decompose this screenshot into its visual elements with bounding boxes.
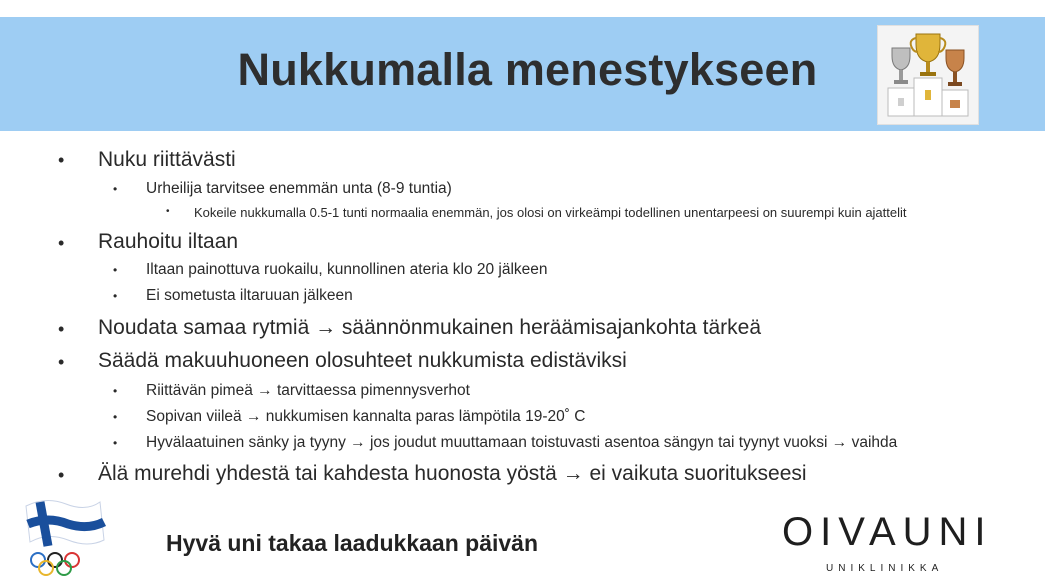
bullet-dot: • (113, 436, 118, 450)
bullet-level2: Sopivan viileä → nukkumisen kannalta paras lämpötila 19-20˚ C (146, 408, 586, 425)
bullet-level2: Iltaan painottuva ruokailu, kunnollinen ateria klo 20 jälkeen (146, 261, 548, 278)
finnish-olympic-flag-icon (18, 494, 108, 581)
bullet-level2: Riittävän pimeä → tarvittaessa pimennysverhot (146, 382, 470, 399)
bullet-dot: • (58, 233, 65, 253)
bullet-dot: • (58, 465, 65, 485)
bullet-level2: Ei sometusta iltaruuan jälkeen (146, 287, 353, 304)
bullet-level1: Nuku riittävästi (98, 148, 236, 171)
bullet-dot: • (58, 319, 65, 339)
bullet-dot: • (113, 289, 118, 303)
bullet-dot: • (166, 206, 170, 217)
bullet-dot: • (113, 410, 118, 424)
bullet-level1: Säädä makuuhuoneen olosuhteet nukkumista edistäviksi (98, 349, 627, 372)
bullet-dot: • (113, 182, 118, 196)
bullet-dot: • (58, 150, 65, 170)
bullet-level3: Kokeile nukkumalla 0.5-1 tunti normaalia enemmän, jos olosi on virkeämpi todellinen unentarpeesi on suurempi kuin ajattelit (194, 205, 907, 220)
bullet-dot: • (113, 263, 118, 277)
footer-tagline: Hyvä uni takaa laadukkaan päivän (166, 530, 539, 556)
bullet-level1: Noudata samaa rytmiä → säännönmukainen heräämisajankohta tärkeä (98, 316, 762, 339)
bullet-level1: Rauhoitu iltaan (98, 230, 239, 253)
bullet-level1: Älä murehdi yhdestä tai kahdesta huonosta yöstä → ei vaikuta suoritukseesi (98, 462, 807, 485)
brand-logo-text: OIVAUNI (782, 510, 993, 554)
bullet-level2: Urheilija tarvitsee enemmän unta (8-9 tuntia) (146, 180, 452, 197)
bullet-level2: Hyvälaatuinen sänky ja tyyny → jos joudut muuttamaan toistuvasti asentoa sängyn tai tyynyt vuoksi → vaihda (146, 434, 898, 451)
bullet-dot: • (58, 352, 65, 372)
bullet-dot: • (113, 384, 118, 398)
slide-title: Nukkumalla menestykseen (237, 44, 818, 95)
brand-logo-subtext: UNIKLINIKKA (826, 563, 944, 574)
